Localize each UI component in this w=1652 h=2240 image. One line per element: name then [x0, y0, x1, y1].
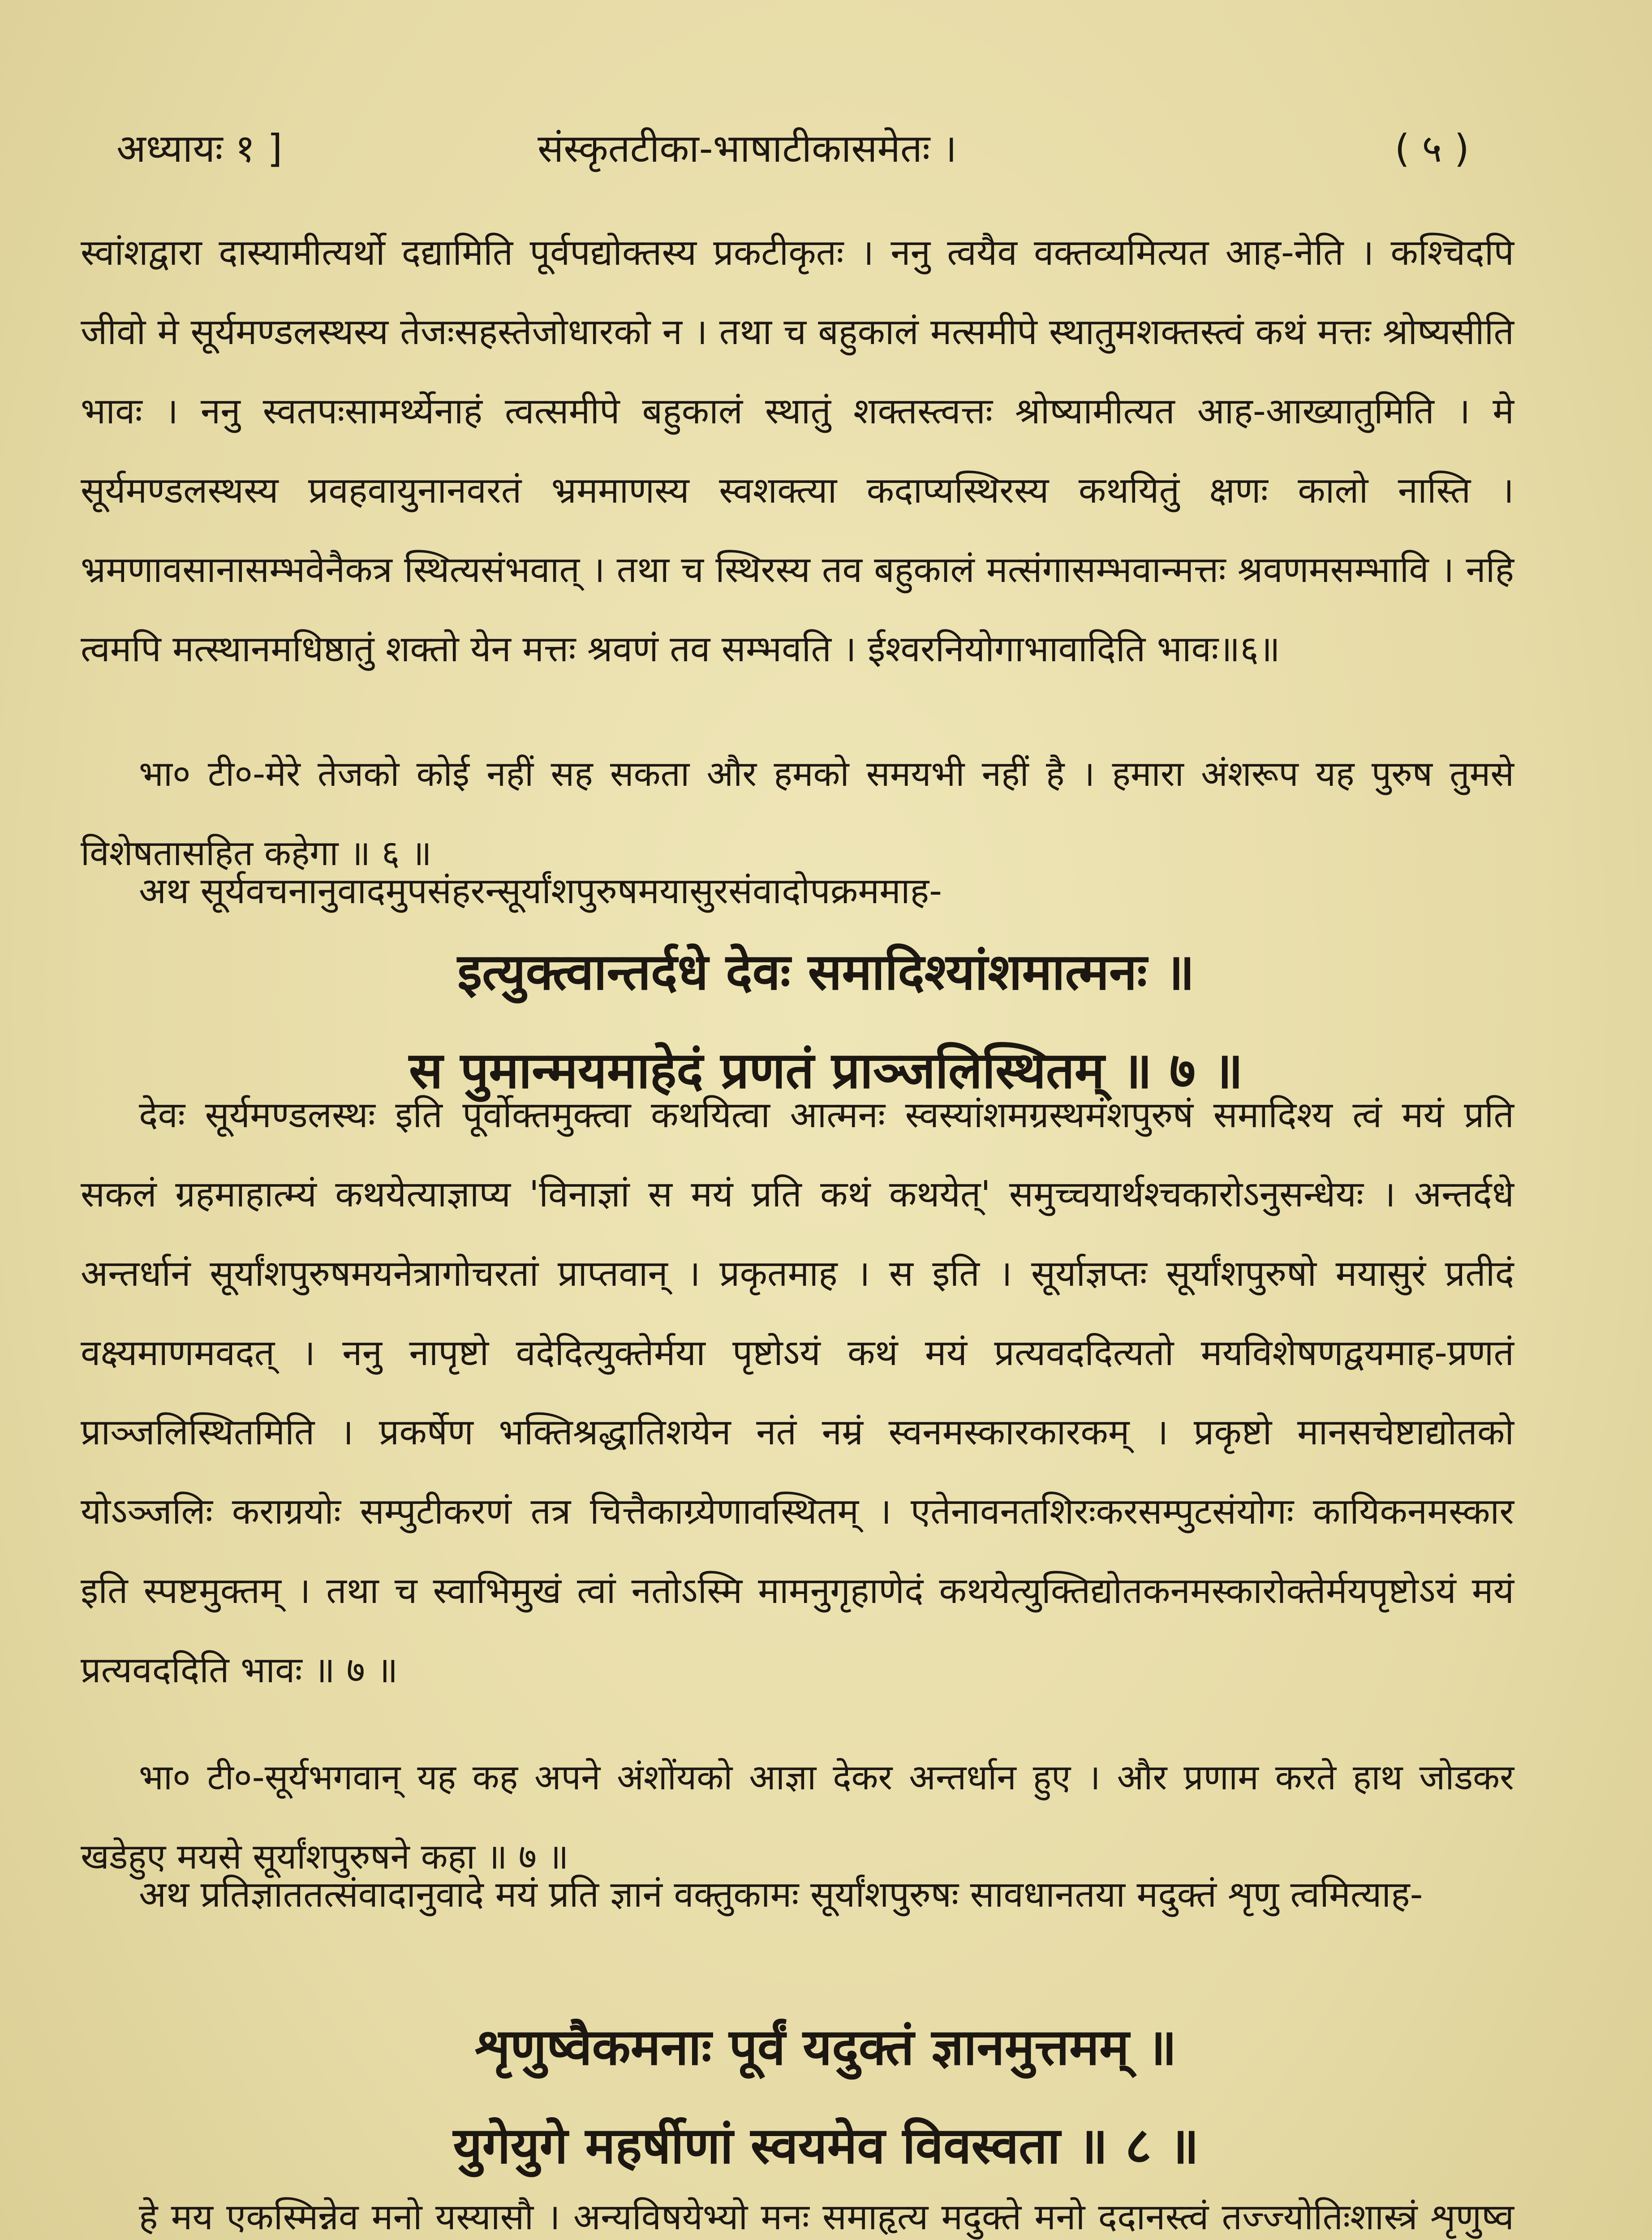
verse-7-line-2: स पुमान्मयमाहेदं प्रणतं प्राञ्जलिस्थितम् ॥ ७ ॥	[409, 1042, 1243, 1100]
commentary-verse-6: स्वांशद्वारा दास्यामीत्यर्थो दद्यामिति पूर्वपद्योक्तस्य प्रकटीकृतः । ननु त्वयैव वक्तव्यमित्यत आह-नेति । कश्चिदपि जीवो मे सूर्यमण्डलस्थस्य तेजःसहस्तेजोधारको न । तथा च बहुकालं मत्समीपे स्थातुमशक्तस्त्वं कथं मत्तः श्रोष्यसीति भावः । ननु स्वतपःसामर्थ्येनाहं त्वत्समीपे बहुकालं स्थातुं शक्तस्त्वत्तः श्रोष्यामीत्यत आह-आख्यातुमिति । मे सूर्यमण्डलस्थस्य प्रवहवायुनानवरतं भ्रममाणस्य स्वशक्त्या कदाप्यस्थिरस्य कथयितुं क्षणः कालो नास्ति । भ्रमणावसानासम्भवेनैकत्र स्थित्यसंभवात् । तथा च स्थिरस्य तव बहुकालं मत्संगासम्भवान्मत्तः श्रवणमसम्भावि । नहि त्वमपि मत्स्थानमधिष्ठातुं शक्तो येन मत्तः श्रवणं तव सम्भवति । ईश्वरनियोगाभावादिति भावः॥६॥	[81, 232, 1514, 670]
introduction-verse-7: अथ सूर्यवचनानुवादमुपसंहरन्सूर्यांशपुरुषमयासुरसंवादोपक्रममाह-	[139, 870, 942, 912]
verse-8-line-2: युगेयुगे महर्षीणां स्वयमेव विवस्वता ॥ ८ ॥	[453, 2117, 1199, 2175]
commentary-verse-8: हे मय एकस्मिन्नेव मनो यस्यासौ । अन्यविषयेभ्यो मनः समाहृत्य मदुक्ते मनो ददानस्त्वं तज्ज्योतिःशास्त्रं शृणुष्व	[139, 2196, 1514, 2238]
page-number: ( ५ )	[1394, 126, 1469, 171]
page-header	[81, 112, 1469, 175]
introduction-verse-8: अथ प्रतिज्ञाततत्संवादानुवादे मयं प्रति ज्ञानं वक्तुकामः सूर्यांशपुरुषः सावधानतया मदुक्तं शृणु त्वमित्याह-	[139, 1874, 1423, 1915]
verse-7-line-1: इत्युक्त्वान्तर्दधे देवः समादिश्यांशमात्मनः ॥	[457, 943, 1195, 1001]
chapter-label: अध्यायः १ ]	[116, 126, 283, 171]
hindi-translation-verse-7: भा० टी०-सूर्यभगवान् यह कह अपने अंशोंयको आज्ञा देकर अन्तर्धान हुए । और प्रणाम करते हाथ जोडकर खडेहुए मयसे सूर्यांशपुरुषने कहा ॥ ७ ॥	[81, 1758, 1514, 1877]
hindi-translation-verse-6: भा० टी०-मेरे तेजको कोई नहीं सह सकता और हमको समयभी नहीं है । हमारा अंशरूप यह पुरुष तुमसे विशेषतासहित कहेगा ॥ ६ ॥	[81, 754, 1514, 874]
commentary-verse-7: देवः सूर्यमण्डलस्थः इति पूर्वोक्तमुक्त्वा कथयित्वा आत्मनः स्वस्यांशमग्रस्थमंशपुरुषं समादिश्य त्वं मयं प्रति सकलं ग्रहमाहात्म्यं कथयेत्याज्ञाप्य 'विनाज्ञां स मयं प्रति कथं कथयेत्' समुच्चयार्थश्चकारोऽनुसन्धेयः । अन्तर्दधे अन्तर्धानं सूर्यांशपुरुषमयनेत्रागोचरतां प्राप्तवान् । प्रकृतमाह । स इति । सूर्याज्ञप्तः सूर्यांशपुरुषो मयासुरं प्रतीदं वक्ष्यमाणमवदत् । ननु नापृष्टो वदेदित्युक्तेर्मया पृष्टोऽयं कथं मयं प्रत्यवददित्यतो मयविशेषणद्वयमाह-प्रणतं प्राञ्जलिस्थितमिति । प्रकर्षेण भक्तिश्रद्धातिशयेन नतं नम्रं स्वनमस्कारकारकम् । प्रकृष्टो मानसचेष्टाद्योतको योऽञ्जलिः कराग्रयोः सम्पुटीकरणं तत्र चित्तैकाग्र्येणावस्थितम् । एतेनावनतशिरःकरसम्पुटसंयोगः कायिकनमस्कार इति स्पष्टमुक्तम् । तथा च स्वाभिमुखं त्वां नतोऽस्मि मामनुगृहाणेदं कथयेत्युक्तिद्योतकनमस्कारोक्तेर्मयपृष्टोऽयं मयं प्रत्यवददिति भावः ॥ ७ ॥	[81, 1094, 1514, 1691]
verse-8	[0, 1998, 1652, 2195]
verse-8-line-1: शृणुष्वैकमनाः पूर्वं यदुक्तं ज्ञानमुत्तमम् ॥	[475, 2018, 1177, 2076]
running-title: संस्कृतटीका-भाषाटीकासमेतः ।	[538, 126, 957, 171]
